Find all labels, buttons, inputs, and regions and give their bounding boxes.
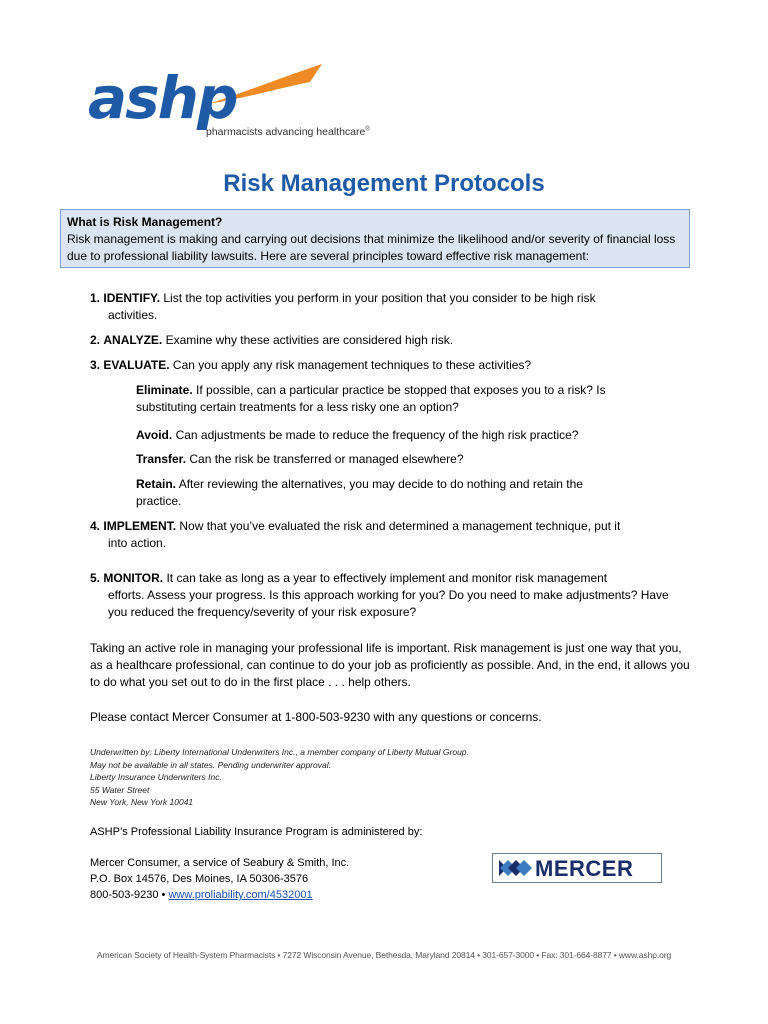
step-keyword: IDENTIFY.: [103, 291, 161, 305]
info-box: [60, 209, 690, 268]
technique-keyword: Eliminate.: [136, 383, 193, 397]
step-evaluate: [90, 357, 670, 374]
page-title: Risk Management Protocols: [223, 170, 545, 197]
step-implement: [90, 518, 670, 552]
technique-text: If possible, can a particular practice be stopped that exposes you to a risk? Is substituting certain treatments for a less risky one an option?: [136, 383, 606, 414]
underwriting-line: New York, New York 10041: [90, 797, 194, 807]
logo-tagline: pharmacists advancing healthcare®: [206, 126, 370, 138]
step-text: Examine why these activities are considered high risk.: [162, 333, 454, 347]
logo-wordmark: ashp: [88, 64, 237, 132]
step-number: 5.: [90, 571, 101, 585]
address-phone: 800-503-9230 •: [90, 889, 169, 901]
address-line: P.O. Box 14576, Des Moines, IA 50306-3576: [90, 873, 309, 885]
step-analyze: [90, 332, 670, 349]
technique-transfer: [136, 451, 656, 468]
mercer-logo: [492, 853, 662, 883]
technique-text: After reviewing the alternatives, you may decide to do nothing and retain the practice.: [136, 477, 583, 508]
step-identify: [90, 290, 670, 324]
step-number: 4.: [90, 519, 101, 533]
address-contact: [90, 887, 470, 903]
info-question: What is Risk Management?: [67, 215, 223, 229]
technique-keyword: Transfer.: [136, 452, 187, 466]
address-line: Mercer Consumer, a service of Seabury & Smith, Inc.: [90, 857, 350, 869]
ashp-logo: [88, 60, 388, 146]
administered-by: ASHP’s Professional Liability Insurance Program is administered by:: [90, 826, 423, 838]
technique-text: Can the risk be transferred or managed elsewhere?: [186, 452, 464, 466]
step-number: 1.: [90, 291, 101, 305]
underwriting-line: May not be available in all states. Pending underwriter approval.: [90, 759, 331, 770]
step-text: List the top activities you perform in your position that you consider to be high risk: [160, 291, 596, 305]
closing-paragraph: Taking an active role in managing your professional life is important. Risk management is just one way that you, as a healthcare professional, can continue to do your job as proficiently as possible. And, in the end, it allows you to do what you set out to do in the first place . . . help others.: [90, 641, 690, 689]
step-number: 3.: [90, 358, 101, 372]
step-continuation: efforts. Assess your progress. Is this approach working for you? Do you need to make adjustments? Have you reduced the frequency/severity of your risk exposure?: [108, 588, 669, 619]
mercer-wordmark: MERCER: [535, 856, 634, 881]
technique-keyword: Retain.: [136, 477, 177, 491]
step-text: It can take as long as a year to effectively implement and monitor risk management: [163, 571, 608, 585]
step-keyword: EVALUATE.: [103, 358, 170, 372]
step-continuation: into action.: [108, 536, 167, 550]
proliability-link[interactable]: www.proliability.com/4532001: [168, 889, 313, 901]
underwriting-line: Underwritten by: Liberty International Underwriters Inc., a member company of Liberty Mutual Group.: [90, 747, 469, 757]
technique-text: Can adjustments be made to reduce the frequency of the high risk practice?: [172, 428, 579, 442]
step-keyword: IMPLEMENT.: [103, 519, 177, 533]
underwriting-line: 55 Water Street: [90, 784, 150, 795]
step-monitor: [90, 570, 670, 621]
underwriting-line: Liberty Insurance Underwriters Inc.: [90, 772, 222, 782]
mercer-address: [90, 855, 470, 903]
step-keyword: ANALYZE.: [103, 333, 163, 347]
step-text: Can you apply any risk management techniques to these activities?: [169, 358, 532, 372]
underwriting-block: [90, 746, 610, 809]
contact-line: Please contact Mercer Consumer at 1-800-503-9230 with any questions or concerns.: [90, 710, 542, 724]
technique-keyword: Avoid.: [136, 428, 173, 442]
technique-retain: [136, 476, 606, 510]
step-keyword: MONITOR.: [103, 571, 164, 585]
technique-avoid: [136, 427, 656, 444]
mercer-mark-icon: [499, 858, 533, 878]
page-footer: American Society of Health-System Pharmacists • 7272 Wisconsin Avenue, Bethesda, Maryland 20814 • 301-657-3000 • Fax: 301-664-8877 • www.ashp.org: [96, 950, 672, 960]
technique-eliminate: [136, 382, 626, 416]
step-continuation: activities.: [108, 308, 158, 322]
step-number: 2.: [90, 333, 101, 347]
step-text: Now that you’ve evaluated the risk and determined a management technique, put it: [176, 519, 621, 533]
info-text: Risk management is making and carrying out decisions that minimize the likelihood and/or severity of financial loss due to professional liability lawsuits. Here are several principles toward effective risk management:: [67, 232, 676, 263]
